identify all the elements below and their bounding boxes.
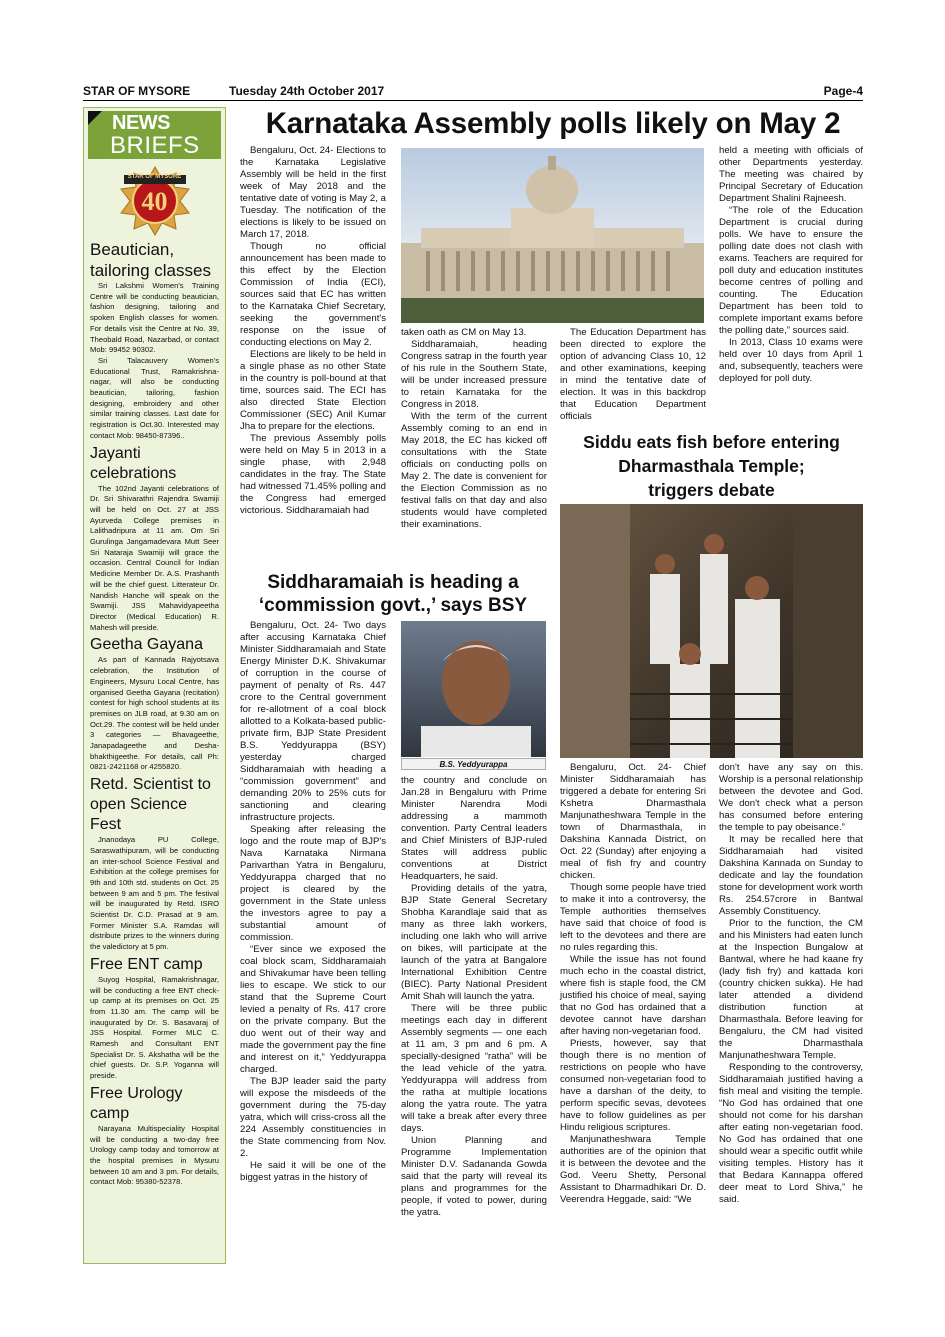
portrait-image-icon	[401, 621, 546, 757]
brief-title: Beautician, tailoring classes	[90, 240, 211, 280]
siddu-headline-line1: Siddu eats fish before entering	[583, 432, 840, 452]
article-paragraph: held a meeting with officials of other Departments yesterday. The meeting was chaired by Principal Secretary of Education Department Shalini Rajneesh.	[719, 145, 863, 204]
page-number: Page-4	[823, 84, 863, 98]
logo-title: STAR OF MYSORE	[127, 174, 182, 180]
briefs-label: BRIEFS	[110, 132, 200, 159]
siddu-headline-line3: triggers debate	[648, 480, 775, 500]
article-paragraph: With the term of the current Assembly coming to an end in May 2018, the EC has kicked off consultations with the State officials on conducting polls on May 2. The date is convenient for the Election Commission as no festival falls on that day and also students would have completed their examinations.	[401, 411, 547, 530]
main-headline: Karnataka Assembly polls likely on May 2	[265, 107, 841, 140]
article-paragraph: While the issue has not found much echo in the coastal district, where fish is staple food, the CM justified his choice of meal, saying that no God has ordained that a devotee cannot have darshan after having non-vegetarian food.	[560, 954, 706, 1037]
main-article-col4	[719, 145, 863, 385]
issue-date: Tuesday 24th October 2017	[229, 84, 385, 98]
article-paragraph: Though no official announcement has been made to this effect by the Election Commission of India (ECI), sources said that EC has written to the Karnataka Chief Secretary, seeking the government's response on the issue of conducting elections on May 2.	[240, 241, 386, 348]
article-paragraph: Bengaluru, Oct. 24- Chief Minister Siddharamaiah has triggered a debate for entering Sri Kshetra Dharmasthala Manjunatheshwara Temple in the town of Dharmasthala, in Dakshina Kannada District, on Oct. 22 (Sunday) after enjoying a meal of fish fry and country chicken.	[560, 762, 706, 881]
main-article-col3	[560, 327, 706, 423]
news-briefs-sidebar	[83, 107, 226, 1264]
article-paragraph: the country and conclude on Jan.28 in Bengaluru with Prime Minister Narendra Modi addressing a mammoth convention. Party Central leaders and Chief Ministers of BJP-ruled States will address public conventions at District Headquarters, he said.	[401, 775, 547, 882]
brief-title: Geetha Gayana	[90, 636, 203, 654]
news-label: NEWS	[112, 112, 170, 134]
article-paragraph: In 2013, Class 10 exams were held over 10 days from April 1 and, subsequently, teachers were deployed for poll duty.	[719, 337, 863, 384]
paper-name: STAR OF MYSORE	[83, 84, 191, 98]
brief-paragraph: Suyog Hospital, Ramakrishnagar, will be conducting a free ENT check-up camp at its premises on Oct. 25 from 11.30 am. The camp will be inaugurated by Dr. S. Basavaraj of JSS Hospital. Former MLC C. Ramesh and Consultant ENT Specialist Dr. S. Akshatha will be the chief guests. Dr. S.P. Yoganna will preside.	[90, 974, 219, 1081]
logo-number: 40	[141, 187, 168, 216]
bsy-photo-caption: B.S. Yeddyurappa	[401, 758, 546, 770]
brief-title: Retd. Scientist to open Science Fest	[90, 776, 211, 834]
main-article-col1	[240, 145, 386, 517]
article-paragraph: Though some people have tried to make it into a controversy, the Temple authorities themselves have said that choice of food is left to the devotees and there are no rules regarding this.	[560, 882, 706, 953]
building-image-icon	[401, 148, 704, 323]
article-paragraph: Siddharamaiah, heading Congress satrap in the fourth year of his rule in the Southern State, will be under increased pressure to retain Karnataka for the Congress in 2018.	[401, 339, 547, 410]
bsy-headline	[240, 571, 546, 617]
brief-paragraph: As part of Kannada Rajyotsava celebration, the Institution of Engineers, Mysuru Local Centre, has organised Geetha Gayana (recitation) contest for high school students at its premises on JLB road, at 9.30 am on Oct.29. The contest will be held under 3 categories — Bhavageethe, Janapadageethe and Desha-bhakthigeethe. For details, call Ph: 0821-2421168 or 4255820.	[90, 655, 219, 772]
article-paragraph: The BJP leader said the party will expose the misdeeds of the government during the 75-day yatra, which will criss-cross all the 224 Assembly constituencies in the State commencing from Nov. 2.	[240, 1076, 386, 1159]
article-paragraph: Bengaluru, Oct. 24- Elections to the Karnataka Legislative Assembly will be held in the first week of May 2018 and the tentative date of voting is May 2, a Tuesday. The notification of the elections is likely to be issued on March 17, 2018.	[240, 145, 386, 240]
brief-urology-camp	[84, 1084, 225, 1188]
article-paragraph: Union Planning and Programme Implementation Minister D.V. Sadananda Gowda said that the party will reveal its plans and programmes for the people, if voted to power, during the yatra.	[401, 1135, 547, 1218]
article-paragraph: Manjunatheshwara Temple authorities are of the opinion that it is between the devotee and the God. Veeru Shetty, Personal Assistant to Dharmadhikari Dr. D. Veerendra Heggade, said: “We	[560, 1134, 706, 1205]
main-article-col2	[401, 327, 547, 531]
article-paragraph: “The role of the Education Department is crucial during polls. We have to ensure the polling date does not clash with exams. Teachers are required for poll duty and education institutes become centres of polling and counting. The Education Department has been told to complete important exams before the polling date,” sources said.	[719, 205, 863, 336]
brief-paragraph: Sri Lakshmi Women's Training Centre will be conducting beautician, fashion designing, tailoring and spoken English classes for women. For details visit the Centre at No. 39, Theobald Road, Nazarbad, or contact Mob: 99452 90302.	[90, 281, 219, 355]
article-paragraph: don't have any say on this. Worship is a personal relationship between the devotee and God. We don't check what a person has consumed before entering the temple to pay obeisance.”	[719, 762, 863, 833]
brief-jayanti	[84, 444, 225, 634]
siddu-headline	[560, 430, 863, 502]
siddu-article-col2	[719, 762, 863, 1206]
corner-triangle-icon	[88, 111, 102, 125]
bsy-headline-line2: ‘commission govt.,’ says BSY	[258, 595, 528, 616]
brief-paragraph: Narayana Multispeciality Hospital will be conducting a two-day free Urology camp today and tomorrow at the hospital premises in Mysuru between 10 am and 3 pm. For details, contact Mob: 95380-52378.	[90, 1123, 219, 1187]
article-paragraph: Responding to the controversy, Siddharamaiah justified having a fish meal and visiting the temple. “No God has ordained that one should not come for his darshan after eating non-vegetarian food. No God has ordained that one should wear a specific outfit while visiting temples. History has it that Bedara Kannappa offered deer meat to Lord Shiva,” he said.	[719, 1062, 863, 1205]
article-paragraph: Prior to the function, the CM and his Ministers had eaten lunch at the Inspection Bungalow at Bantwal, where he had kaane fry (lady fish fry) and kattada kori (country chicken sukka). He had later attended a dividend distribution function at Dharmasthala. Before leaving for Bengaluru, the CM had visited the Dharmasthala Manjunatheshwara Temple.	[719, 918, 863, 1061]
article-paragraph: Providing details of the yatra, BJP State General Secretary Shobha Karandlaje said that as many as three lakh workers, including one lakh who will arrive on bikes, will participate at the launch of the yatra at Bangalore International Exhibition Centre (BIEC). Party National President Amit Shah will launch the yatra.	[401, 883, 547, 1002]
article-paragraph: taken oath as CM on May 13.	[401, 327, 527, 338]
article-paragraph: Priests, however, say that though there is no mention of restrictions on people who have consumed non-vegetarian food to have a darshan of the deity, to perform specific sevas, devotees have to follow guidelines as per Hindu religious scriptures.	[560, 1038, 706, 1133]
page-header	[83, 80, 863, 101]
article-paragraph: The previous Assembly polls were held on May 5 in 2013 in a single phase, with 2,948 candidates in the fray. The State had witnessed 71.45% polling and the Congress had emerged victorious. Siddharamaiah had	[240, 433, 386, 516]
bsy-photo	[401, 621, 546, 757]
anniversary-logo	[116, 165, 194, 237]
brief-title: Free Urology camp	[90, 1084, 183, 1122]
article-paragraph: He said it will be one of the biggest yatras in the history of	[240, 1160, 386, 1183]
article-paragraph: There will be three public meetings each day in different Assembly segments — one each at 11 am, 3 pm and 6 pm. A specially-designed “ratha” will be the lead vehicle of the yatra. Yeddyurappa will address from the ratha at multiple locations along the yatra route. The yatra will take a break after every three days.	[401, 1003, 547, 1134]
brief-beautician	[84, 239, 225, 442]
brief-title: Jayanti celebrations	[90, 444, 177, 482]
siddu-article-col1	[560, 762, 706, 1206]
bsy-article-col2	[401, 775, 547, 1219]
brief-ent-camp	[84, 955, 225, 1082]
article-paragraph: It may be recalled here that Siddharamaiah had visited Dakshina Kannada on Sunday to dedicate and lay the foundation stone for development work worth Rs. 254.57crore in Bantwal Assembly Constituency.	[719, 834, 863, 917]
siddu-headline-line2: Dharmasthala Temple;	[618, 456, 805, 476]
temple-scene-image-icon	[560, 504, 863, 758]
brief-title: Free ENT camp	[90, 955, 203, 973]
article-paragraph: Speaking after releasing the logo and the route map of BJP's Nava Karnataka Nirmana Parivarthan Yatra in Bengaluru, Yeddyurappa charged that no project is cleared by the government in the State unless the investors agree to pay a substantial amount of commission.	[240, 824, 386, 943]
brief-paragraph: Jnanodaya PU College, Saraswathipuram, will be conducting an inter-school Science Festival and Exhibition at the college premises for 9th and 10th std. students on Oct. 25 between 9 am and 5 pm. The festival will be inaugurated by Retd. ISRO Scientist Dr. C.D. Prasad at 9 am. Former Minister S.A. Ramdas will distribute prizes to the winners during the valedictory at 5 pm.	[90, 835, 219, 952]
brief-paragraph: Sri Talacauvery Women's Educational Trust, Ramakrishna-nagar, will also be conducting beautician, tailoring, fashion designing, embroidery and other similar training classes. Last date for registration is Oct.30. Interested may contact Mob: 98450-87396..	[90, 355, 219, 440]
brief-science-fest	[84, 775, 225, 953]
brief-paragraph: The 102nd Jayanti celebrations of Dr. Sri Shivarathri Rajendra Swamiji will be held on Oct. 27 at JSS Ayurveda College premises in Lalithadripura at 11 am. Om Sri Gurulinga Jangamadevara Mutt Seer Sri Nataraja Swamiji will grace the occasion. Central Council for Indian Medicine Member Dr. A.S. Prashanth will be the chief guest. Litterateur Dr. Nandish Hanche will speak on the Swamiji. JSS Mahavidyapeetha Director (Medical Education) R. Mahesh will preside.	[90, 483, 219, 632]
article-paragraph: The Education Department has been directed to explore the option of advancing Class 10, 12 and other examinations, keeping in mind the tentative date of election. It was in this backdrop that Education Department officials	[560, 327, 706, 422]
bsy-headline-line1: Siddharamaiah is heading a	[267, 572, 519, 593]
brief-geetha-gayana	[84, 635, 225, 773]
article-paragraph: Bengaluru, Oct. 24- Two days after accusing Karnataka Chief Minister Siddharamaiah and State Energy Minister D.K. Shivakumar of corruption in the course of payment of penalty of Rs. 447 crore to the Central government for re-allotment of a coal block allotted to a Kolkata-based public-private firm, BJP State President B.S. Yeddyurappa (BSY) yesterday charged Siddharamaiah with heading a “commission government” and demanding 20% to 25% cuts for sanctioning and clearing infrastructure projects.	[240, 620, 386, 823]
temple-photo	[560, 504, 863, 758]
bsy-article-col1	[240, 620, 386, 1184]
news-briefs-banner	[88, 111, 221, 159]
vidhana-soudha-photo	[401, 148, 704, 323]
article-paragraph: “Ever since we exposed the coal block scam, Siddharamaiah and Shivakumar have been telling lies to escape. We stick to our stand that the Supreme Court levied a penalty of Rs. 417 crore on the private company. But the duo went out of their way and made the government pay the fine and interest on it,” Yeddyurappa charged.	[240, 944, 386, 1075]
article-paragraph: Elections are likely to be held in a single phase as no other State in the country is poll-bound at that time, sources said. The ECI has also directed State Election Commissioner (SEC) Anil Kumar Jha to prepare for the elections.	[240, 349, 386, 432]
